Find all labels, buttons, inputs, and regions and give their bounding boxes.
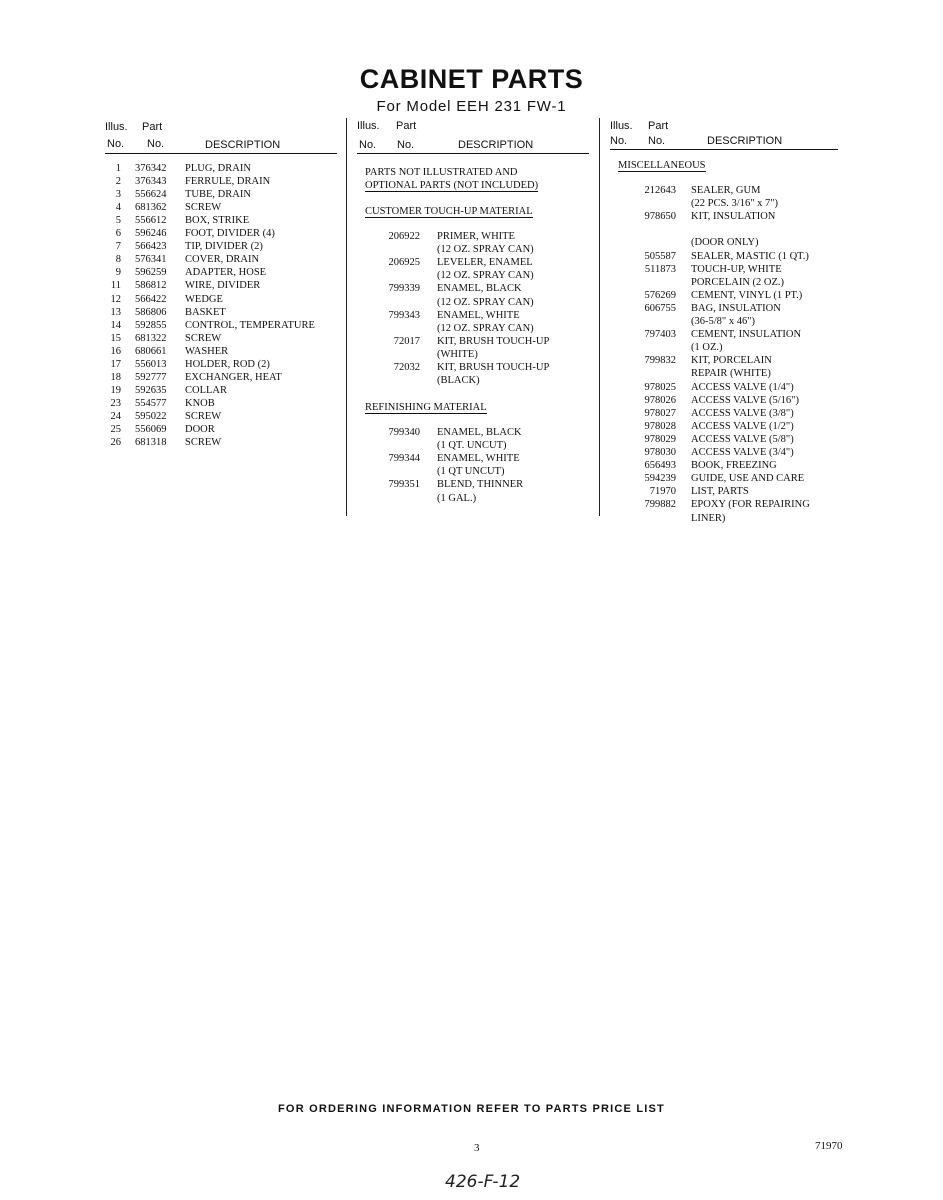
description-label: DESCRIPTION (205, 139, 281, 151)
part-description: CONTROL, TEMPERATURE (185, 319, 315, 331)
table-row (357, 282, 589, 295)
part-description: BOOK, FREEZING (691, 460, 777, 472)
table-row (357, 256, 589, 269)
column-3-header (610, 120, 838, 156)
part-description: (12 OZ. SPRAY CAN) (437, 296, 534, 308)
illus-number: 26 (110, 437, 121, 449)
table-row (105, 188, 337, 201)
part-description: ACCESS VALVE (1/2") (691, 420, 794, 432)
illus-number: 15 (110, 332, 121, 344)
table-row (610, 394, 838, 407)
part-label: Part (648, 120, 669, 132)
part-number: 566423 (135, 241, 167, 253)
part-description: SEALER, MASTIC (1 QT.) (691, 250, 809, 262)
table-row (357, 348, 589, 361)
illus-number: 3 (115, 189, 121, 201)
table-row (610, 446, 838, 459)
part-description: (1 QT. UNCUT) (437, 440, 507, 452)
table-row (610, 498, 838, 511)
part-number: 72017 (393, 335, 420, 347)
page-number: 3 (474, 1142, 480, 1154)
part-description: ENAMEL, WHITE (437, 309, 520, 321)
illus-number: 25 (110, 424, 121, 435)
part-number: 799832 (644, 355, 676, 367)
table-row (610, 485, 838, 498)
part-number: 556612 (135, 215, 167, 227)
part-description: BAG, INSULATION (691, 302, 781, 314)
table-row (357, 439, 589, 452)
illus-number: 19 (110, 384, 121, 396)
illus-number: 1 (115, 163, 121, 174)
part-description: TUBE, DRAIN (185, 189, 251, 201)
table-row (357, 322, 589, 335)
part-description: PORCELAIN (2 OZ.) (691, 276, 785, 288)
part-description: DOOR (185, 424, 215, 435)
illus-number: 13 (110, 306, 121, 318)
illus-label: Illus. (357, 120, 380, 132)
part-description: ENAMEL, WHITE (437, 453, 520, 465)
part-number: 566422 (135, 293, 167, 305)
part-description: (1 GAL.) (437, 492, 477, 504)
part-number: 978026 (644, 394, 676, 406)
part-label: Part (142, 121, 163, 133)
part-description: SEALER, GUM (691, 185, 761, 196)
table-row (357, 465, 589, 478)
table-row (610, 472, 838, 485)
part-description: ACCESS VALVE (5/8") (691, 433, 794, 445)
table-row (105, 384, 337, 397)
description-label: DESCRIPTION (707, 135, 783, 147)
section-intro-text: OPTIONAL PARTS (NOT INCLUDED) (365, 180, 539, 191)
table-row (610, 420, 838, 433)
table-row (357, 230, 589, 243)
column-divider (346, 118, 347, 516)
part-number: 978025 (644, 381, 676, 393)
table-row (610, 250, 838, 263)
illus-number: 5 (115, 215, 121, 227)
part-number: 799882 (644, 499, 676, 511)
part-number: 576341 (135, 254, 167, 266)
part-number: 594239 (644, 473, 676, 485)
part-number: 797403 (644, 329, 676, 341)
part-number: 212643 (644, 185, 676, 196)
part-description: SCREW (185, 411, 222, 422)
part-number: 595022 (135, 411, 167, 422)
part-number: 799340 (388, 427, 420, 438)
part-description: (1 QT UNCUT) (437, 466, 505, 478)
table-row (357, 335, 589, 348)
section-heading (365, 401, 487, 414)
part-number: 376342 (135, 163, 167, 174)
part-number: 556013 (135, 358, 167, 370)
part-number: 511873 (644, 263, 676, 275)
part-description: ACCESS VALVE (3/8") (691, 407, 794, 419)
part-description: BLEND, THINNER (437, 479, 524, 491)
column-2-header (357, 120, 589, 156)
part-number: 606755 (644, 302, 676, 314)
part-description: ACCESS VALVE (3/4") (691, 447, 794, 458)
table-row (105, 162, 337, 175)
part-description: LINER) (691, 512, 726, 524)
part-number: 656493 (644, 460, 676, 472)
part-description: WASHER (185, 345, 229, 357)
part-number: 592777 (135, 371, 167, 383)
part-description: COVER, DRAIN (185, 254, 260, 266)
part-description: (36-5/8" x 46") (691, 316, 755, 327)
table-row (357, 492, 589, 505)
part-number: 592635 (135, 384, 167, 396)
table-row (105, 253, 337, 266)
part-number: 978029 (644, 433, 676, 445)
illus-label: Illus. (610, 120, 633, 132)
section-heading-text: REFINISHING MATERIAL (365, 402, 487, 413)
table-row (610, 263, 838, 276)
part-description: WEDGE (185, 293, 223, 305)
table-row (610, 512, 838, 525)
part-description: (12 OZ. SPRAY CAN) (437, 270, 534, 282)
part-number: 799343 (388, 309, 420, 321)
table-row (610, 236, 838, 249)
table-row (610, 459, 838, 472)
table-row (610, 289, 838, 302)
part-description: ACCESS VALVE (5/16") (691, 394, 799, 406)
part-description: LEVELER, ENAMEL (437, 257, 533, 269)
table-row (105, 319, 337, 332)
part-description: (22 PCS. 3/16" x 7") (691, 198, 779, 210)
table-row (105, 410, 337, 423)
part-description: SCREW (185, 332, 222, 344)
illus-number: 12 (110, 293, 121, 305)
illus-number: 9 (115, 267, 121, 279)
part-label: Part (396, 120, 417, 132)
part-description: PRIMER, WHITE (437, 231, 515, 242)
part-description: ACCESS VALVE (1/4") (691, 381, 794, 393)
part-number: 681362 (135, 202, 167, 214)
part-description: PLUG, DRAIN (185, 163, 251, 174)
table-row (610, 381, 838, 394)
table-row (610, 354, 838, 367)
table-row (105, 266, 337, 279)
part-number: 978650 (644, 211, 676, 223)
table-row (105, 227, 337, 240)
table-row (105, 279, 337, 292)
illus-number: 14 (110, 319, 121, 331)
no-label: No. (610, 135, 628, 147)
part-number: 586806 (135, 306, 167, 318)
no-label: No. (397, 139, 415, 151)
illus-number: 6 (115, 228, 121, 240)
part-description: FERRULE, DRAIN (185, 176, 271, 188)
part-number: 596246 (135, 228, 167, 240)
part-number: 681322 (135, 332, 167, 344)
part-number: 556624 (135, 189, 167, 201)
part-description: TOUCH-UP, WHITE (691, 263, 782, 275)
header-rule (105, 153, 337, 154)
table-row (357, 309, 589, 322)
illus-number: 4 (115, 202, 121, 214)
column-1-header (105, 120, 337, 156)
column-divider (599, 118, 600, 516)
part-number: 680661 (135, 345, 167, 357)
document-number: 71970 (815, 1140, 843, 1152)
table-row (105, 201, 337, 214)
table-row (357, 269, 589, 282)
part-number: 71970 (649, 486, 676, 498)
header-rule (357, 153, 589, 154)
part-description: (WHITE) (437, 348, 478, 360)
illus-number: 24 (110, 411, 121, 422)
part-description: SCREW (185, 202, 222, 214)
part-number: 978030 (644, 447, 676, 458)
part-description: CEMENT, VINYL (1 PT.) (691, 289, 803, 301)
part-number: 206925 (388, 257, 420, 269)
no-label: No. (359, 139, 377, 151)
table-row (357, 296, 589, 309)
part-description: BASKET (185, 306, 226, 318)
table-row (610, 367, 838, 380)
part-description: WIRE, DIVIDER (185, 280, 261, 292)
part-number: 556069 (135, 424, 167, 435)
part-number: 505587 (644, 250, 676, 262)
part-description: EPOXY (FOR REPAIRING (691, 499, 810, 511)
table-row (610, 276, 838, 289)
illus-number: 16 (110, 345, 121, 357)
table-row (357, 478, 589, 491)
part-number: 799339 (388, 283, 420, 295)
part-description: HOLDER, ROD (2) (185, 358, 270, 370)
illus-number: 17 (110, 358, 121, 370)
part-description: KIT, BRUSH TOUCH-UP (437, 362, 550, 373)
part-description: ADAPTER, HOSE (185, 267, 267, 279)
illus-number: 7 (115, 241, 121, 253)
part-description: TIP, DIVIDER (2) (185, 241, 263, 253)
model-subtitle: For Model EEH 231 FW-1 (376, 98, 567, 115)
part-description: GUIDE, USE AND CARE (691, 473, 805, 485)
section-heading (618, 159, 706, 172)
illus-number: 8 (115, 254, 121, 266)
table-row (610, 341, 838, 354)
table-row (610, 302, 838, 315)
part-number: 576269 (644, 289, 676, 301)
table-row (105, 345, 337, 358)
part-description: KIT, PORCELAIN (691, 355, 772, 367)
part-number: 978028 (644, 420, 676, 432)
table-row (610, 433, 838, 446)
part-number: 799351 (388, 479, 420, 491)
table-row (357, 452, 589, 465)
table-row (105, 436, 337, 449)
part-description: REPAIR (WHITE) (691, 368, 771, 380)
illus-number: 18 (110, 371, 121, 383)
illus-number: 23 (110, 397, 121, 409)
part-number: 586812 (135, 280, 167, 292)
part-number: 72032 (393, 362, 420, 373)
table-row (105, 293, 337, 306)
table-row (610, 407, 838, 420)
table-row (105, 371, 337, 384)
table-row (105, 358, 337, 371)
ordering-footer: FOR ORDERING INFORMATION REFER TO PARTS PRICE LIST (278, 1103, 665, 1115)
part-description: ENAMEL, BLACK (437, 283, 522, 295)
table-row (610, 184, 838, 197)
part-description: KNOB (185, 397, 215, 409)
table-row (610, 223, 838, 236)
no-label: No. (107, 138, 125, 150)
part-number: 554577 (135, 397, 167, 409)
table-row (105, 175, 337, 188)
table-row (357, 426, 589, 439)
section-intro (365, 179, 538, 192)
part-description: CEMENT, INSULATION (691, 329, 802, 341)
part-number: 206922 (388, 231, 420, 242)
table-row (105, 240, 337, 253)
table-row (610, 315, 838, 328)
part-description: EXCHANGER, HEAT (185, 371, 282, 383)
part-description: ENAMEL, BLACK (437, 427, 522, 438)
table-row (357, 374, 589, 387)
part-description: KIT, INSULATION (691, 211, 776, 223)
table-row (105, 397, 337, 410)
part-description: BOX, STRIKE (185, 215, 250, 227)
no-label: No. (648, 135, 666, 147)
illus-number: 11 (110, 280, 121, 292)
illus-number: 2 (115, 176, 121, 188)
part-number: 376343 (135, 176, 167, 188)
table-row (610, 328, 838, 341)
handwritten-note: 426-F-12 (445, 1172, 521, 1192)
illus-label: Illus. (105, 121, 128, 133)
part-number: 978027 (644, 407, 676, 419)
table-row (610, 210, 838, 223)
table-row (105, 214, 337, 227)
section-heading-text: CUSTOMER TOUCH-UP MATERIAL (365, 206, 533, 217)
table-row (357, 243, 589, 256)
part-number: 799344 (388, 453, 420, 465)
header-rule (610, 149, 838, 150)
table-row (610, 197, 838, 210)
part-description: (1 OZ.) (691, 342, 723, 354)
description-label: DESCRIPTION (458, 139, 534, 151)
section-heading-text: MISCELLANEOUS (618, 160, 706, 171)
table-row (105, 423, 337, 436)
part-number: 681318 (135, 437, 167, 449)
part-description: COLLAR (185, 384, 227, 396)
part-number: 596259 (135, 267, 167, 279)
table-row (357, 361, 589, 374)
part-description: SCREW (185, 437, 222, 449)
table-row (105, 332, 337, 345)
part-number: 592855 (135, 319, 167, 331)
part-description: LIST, PARTS (691, 486, 749, 498)
part-description: (BLACK) (437, 375, 480, 387)
part-description: (12 OZ. SPRAY CAN) (437, 244, 534, 256)
page-title: CABINET PARTS (359, 64, 584, 94)
part-description: KIT, BRUSH TOUCH-UP (437, 335, 550, 347)
part-description: FOOT, DIVIDER (4) (185, 228, 275, 240)
section-heading (365, 205, 533, 218)
part-description: (12 OZ. SPRAY CAN) (437, 322, 534, 334)
table-row (105, 306, 337, 319)
no-label: No. (147, 138, 165, 150)
part-description: (DOOR ONLY) (691, 237, 759, 249)
section-intro: PARTS NOT ILLUSTRATED AND (365, 167, 518, 178)
